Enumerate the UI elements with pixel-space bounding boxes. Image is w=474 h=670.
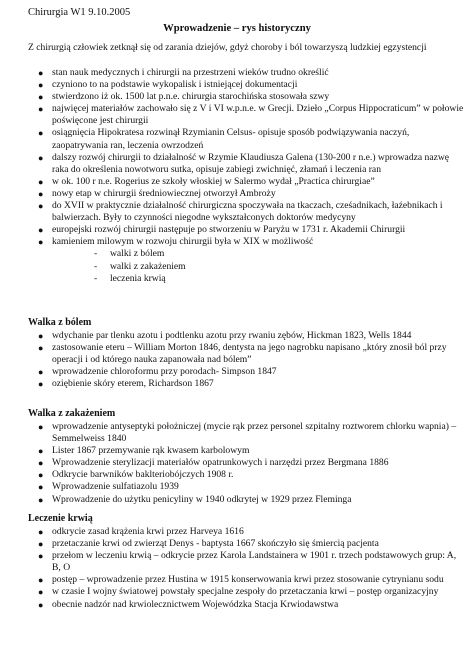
bullet-icon: ● xyxy=(38,92,44,103)
list-item: ● nowy etap w chirurgii średniowiecznej otworzył Ambroży xyxy=(38,187,276,199)
list-item: ● w czasie I wojny światowej powstały specjalne zespoły do przetaczania krwi – postęp organizacyjny xyxy=(38,586,439,598)
bullet-icon: ● xyxy=(38,458,44,469)
bullet-icon: ● xyxy=(38,176,44,187)
list-item: ● przełom w leczeniu krwią – odkrycie przez Karola Landstainera w 1901 r. trzech podstawowych grup: A, B, O xyxy=(38,550,457,574)
dash-icon: - xyxy=(94,272,98,284)
bullet-icon: ● xyxy=(38,104,44,115)
list-item: ● postęp – wprowadzenie przez Hustina w 1915 konserwowania krwi przez stosowanie cytrynianu sodu xyxy=(38,574,444,586)
list-item: ● osiągnięcia Hipokratesa rozwinął Rzymianin Celsus- opisuje sposób podwiązywania naczyń, zaopatrywania ran, leczenia owrzodzeń xyxy=(38,127,410,151)
list-item: ● dalszy rozwój chirurgii to działalność w Rzymie Klaudiusza Galena (130-200 r n.e.) wprowadza nazwę raka do określenia nowotworu sutka, opisuje zabiegi zwichnięć, złamań i leczenia ran xyxy=(38,151,450,175)
blood-list xyxy=(28,526,466,611)
section-title-blood: Leczenie krwią xyxy=(28,513,93,524)
list-item: ● najwięcej materiałów zachowało się z V i VI w.p.n.e. w Grecji. Dzieło „Corpus Hippocraticum” w połowie poświęcone jest chirurgii xyxy=(38,103,464,127)
bullet-icon: ● xyxy=(38,446,44,457)
bullet-icon: ● xyxy=(38,343,44,354)
list-item: ● wprowadzenie antyseptyki położniczej (mycie rąk przez personel szpitalny roztworem chlorku wapnia) – Semmelweiss 1840 xyxy=(38,421,457,445)
bullet-icon: ● xyxy=(38,470,44,481)
bullet-icon: ● xyxy=(38,237,44,248)
list-item: ● Wprowadzenie sterylizacji materiałów opatrunkowych i narzędzi przez Bergmana 1886 xyxy=(38,457,389,469)
bullet-icon: ● xyxy=(38,599,44,610)
list-item: ● Odkrycie barwników baklteriobójczych 1908 r. xyxy=(38,469,234,481)
list-item: ● w ok. 100 r n.e. Rogerius ze szkoły włoskiej w Salermo wydał „Practica chirurgiae” xyxy=(38,175,375,187)
list-item: ● kamieniem milowym w rozwoju chirurgii była w XIX w możliwość xyxy=(38,236,314,248)
list-item: ● obecnie nadzór nad krwiolecznictwem Wojewódzka Stacja Krwiodawstwa xyxy=(38,598,339,610)
list-item: ● stan nauk medycznych i chirurgii na przestrzeni wieków trudno określić xyxy=(38,67,329,78)
list-item: ● do XVII w praktycznie działalność chirurgiczna spoczywała na tkaczach, cześadnikach, łaźebnikach i balwierzach. Były to czynności niegodne wykształconych doktorów medycyny xyxy=(38,200,443,224)
document-title: Wprowadzenie – rys historyczny xyxy=(163,23,311,34)
list-item: ● czyniono to na podstawie wykopalisk i istniejącej dokumentacji xyxy=(38,79,298,91)
bullet-icon: ● xyxy=(38,422,44,432)
sub-list-item: - walki z bólem xyxy=(94,248,165,260)
dash-icon: - xyxy=(94,260,98,272)
bullet-icon: ● xyxy=(38,539,44,550)
bullet-icon: ● xyxy=(38,152,44,163)
history-list xyxy=(28,67,466,285)
sub-list-item: - walki z zakażeniem xyxy=(94,260,186,272)
bullet-icon: ● xyxy=(38,494,44,505)
list-item: ● stwierdzono iż ok. 1500 lat p.n.e. chirurgia starochińska stosowała szwy xyxy=(38,91,330,103)
bullet-icon: ● xyxy=(38,201,44,212)
bullet-icon: ● xyxy=(38,587,44,598)
list-item: ● Lister 1867 przemywanie rąk kwasem karbolowym xyxy=(38,445,250,457)
pain-list xyxy=(28,330,466,390)
bullet-icon: ● xyxy=(38,188,44,199)
infection-list xyxy=(28,421,466,506)
bullet-icon: ● xyxy=(38,68,44,78)
bullet-icon: ● xyxy=(38,331,44,341)
list-item: ● odkrycie zasad krążenia krwi przez Harveya 1616 xyxy=(38,526,244,537)
list-item: ● europejski rozwój chirurgii następuje po stworzeniu w Paryżu w 1731 r. Akademii Chirurgii xyxy=(38,224,406,236)
section-title-pain: Walka z bólem xyxy=(28,317,92,328)
list-item: ● wprowadzenie chloroformu przy porodach- Simpson 1847 xyxy=(38,366,277,378)
bullet-icon: ● xyxy=(38,482,44,493)
bullet-icon: ● xyxy=(38,367,44,378)
list-item: ● wdychanie par tlenku azotu i podtlenku azotu przy rwaniu zębów, Hickman 1823, Wells 1844 xyxy=(38,330,412,341)
section-title-infection: Walka z zakażeniem xyxy=(28,408,116,419)
list-item: ● Wprowadzenie do użytku penicyliny w 1940 odkrytej w 1929 przez Fleminga xyxy=(38,493,352,505)
list-item: ● Wprowadzenie sulfatiazolu 1939 xyxy=(38,481,179,493)
bullet-icon: ● xyxy=(38,551,44,562)
bullet-icon: ● xyxy=(38,379,44,390)
document-header: Chirurgia W1 9.10.2005 xyxy=(28,7,131,18)
bullet-icon: ● xyxy=(38,575,44,586)
bullet-icon: ● xyxy=(38,527,44,537)
list-item: ● zastosowanie eteru – William Morton 1846, dentysta na jego nagrobku napisano „który znosił ból przy operacji i od którego nauka zapanowała nad bólem” xyxy=(38,342,447,366)
bullet-icon: ● xyxy=(38,225,44,236)
dash-icon: - xyxy=(94,248,98,260)
sub-list-item: - leczenia krwią xyxy=(94,272,166,284)
list-item: ● przetaczanie krwi od zwierząt Denys - baptysta 1667 skończyło się śmiercią pacjenta xyxy=(38,538,379,550)
bullet-icon: ● xyxy=(38,80,44,91)
list-item: ● oziębienie skóry eterem, Richardson 1867 xyxy=(38,378,214,390)
bullet-icon: ● xyxy=(38,128,44,139)
intro-paragraph: Z chirurgią człowiek zetknął się od zarania dziejów, gdyż choroby i ból towarzyszą ludzkiej egzystencji xyxy=(28,42,427,53)
